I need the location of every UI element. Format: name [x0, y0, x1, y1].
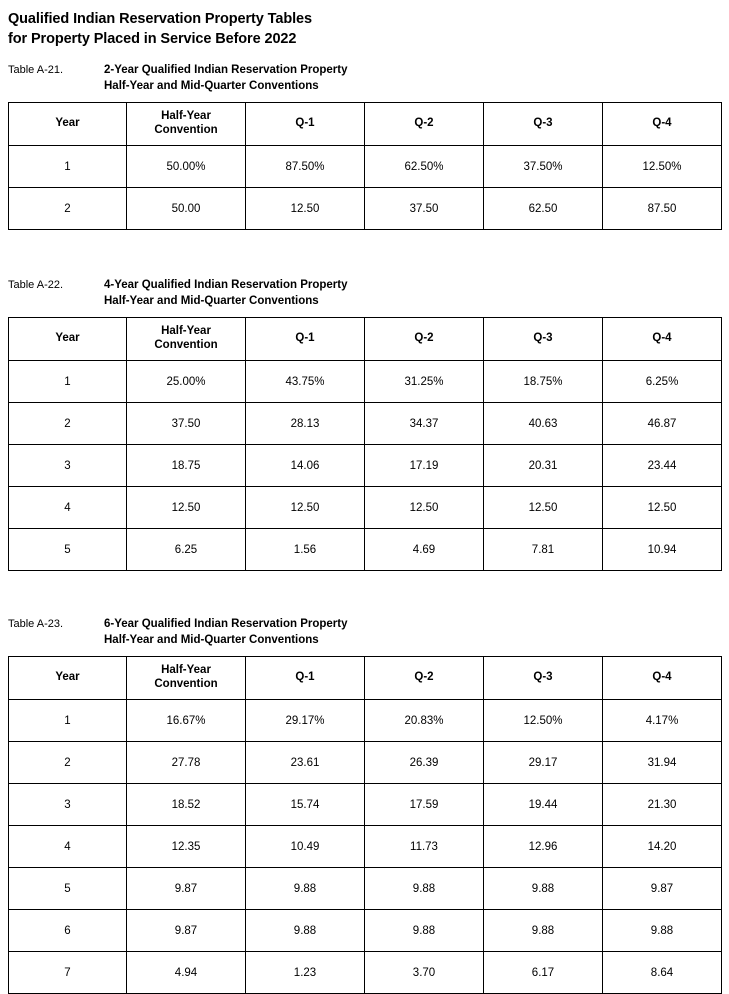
cell-halfyear: 16.67% [127, 700, 246, 742]
cell-q1: 29.17% [246, 700, 365, 742]
col-header-q2: Q-2 [365, 318, 484, 361]
depreciation-table-a22 [8, 317, 722, 571]
table-label-a22: Table A-22. [8, 279, 64, 292]
cell-q2: 31.25% [365, 361, 484, 403]
cell-q1: 87.50% [246, 146, 365, 188]
cell-q1: 14.06 [246, 445, 365, 487]
page-title [8, 10, 721, 49]
col-header-q4: Q-4 [603, 657, 722, 700]
cell-q4: 4.17% [603, 700, 722, 742]
col-header-halfyear-line2: Convention [154, 124, 218, 137]
col-header-halfyear-line2: Convention [154, 678, 218, 691]
table-label-a23: Table A-23. [8, 618, 64, 631]
cell-q2: 3.70 [365, 952, 484, 994]
depreciation-table-a23 [8, 656, 722, 994]
table-title-a21-line2: Half-Year and Mid-Quarter Conventions [104, 79, 319, 92]
cell-q3: 6.17 [484, 952, 603, 994]
cell-q2: 12.50 [365, 487, 484, 529]
cell-q1: 10.49 [246, 826, 365, 868]
page-title-line1: Qualified Indian Reservation Property Tables [8, 11, 312, 27]
cell-q4: 12.50% [603, 146, 722, 188]
cell-year: 3 [9, 445, 127, 487]
cell-q1: 12.50 [246, 188, 365, 230]
cell-q4: 21.30 [603, 784, 722, 826]
cell-q2: 62.50% [365, 146, 484, 188]
table-row [9, 784, 722, 826]
depreciation-table-a21 [8, 102, 722, 230]
cell-q1: 12.50 [246, 487, 365, 529]
cell-q3: 29.17 [484, 742, 603, 784]
cell-q3: 19.44 [484, 784, 603, 826]
section-spacer [8, 252, 721, 278]
table-caption-a23 [8, 617, 721, 648]
cell-q4: 46.87 [603, 403, 722, 445]
table-caption-a22 [8, 278, 721, 309]
cell-q2: 34.37 [365, 403, 484, 445]
cell-q4: 8.64 [603, 952, 722, 994]
cell-q1: 9.88 [246, 868, 365, 910]
cell-q4: 31.94 [603, 742, 722, 784]
table-title-a22 [104, 278, 348, 309]
col-header-q2: Q-2 [365, 103, 484, 146]
table-row [9, 529, 722, 571]
table-block-a23 [8, 617, 721, 994]
cell-halfyear: 25.00% [127, 361, 246, 403]
col-header-q1: Q-1 [246, 657, 365, 700]
cell-q4: 12.50 [603, 487, 722, 529]
col-header-q3: Q-3 [484, 318, 603, 361]
cell-q4: 87.50 [603, 188, 722, 230]
cell-year: 5 [9, 529, 127, 571]
table-title-a22-line1: 4-Year Qualified Indian Reservation Property [104, 279, 348, 292]
cell-q2: 11.73 [365, 826, 484, 868]
cell-q1: 1.56 [246, 529, 365, 571]
cell-halfyear: 37.50 [127, 403, 246, 445]
cell-year: 1 [9, 146, 127, 188]
cell-q3: 12.96 [484, 826, 603, 868]
col-header-halfyear [127, 103, 246, 146]
cell-q1: 28.13 [246, 403, 365, 445]
table-row [9, 868, 722, 910]
table-block-a22 [8, 278, 721, 571]
cell-q4: 14.20 [603, 826, 722, 868]
table-title-a21-line1: 2-Year Qualified Indian Reservation Property [104, 64, 348, 77]
col-header-halfyear [127, 657, 246, 700]
cell-q2: 37.50 [365, 188, 484, 230]
col-header-q1: Q-1 [246, 318, 365, 361]
col-header-halfyear-line2: Convention [154, 339, 218, 352]
cell-halfyear: 50.00% [127, 146, 246, 188]
table-block-a21 [8, 63, 721, 230]
table-row [9, 826, 722, 868]
col-header-q2: Q-2 [365, 657, 484, 700]
cell-q4: 9.87 [603, 868, 722, 910]
table-row [9, 403, 722, 445]
table-row [9, 952, 722, 994]
table-row [9, 742, 722, 784]
cell-q2: 9.88 [365, 868, 484, 910]
cell-q1: 1.23 [246, 952, 365, 994]
col-header-halfyear-line1: Half-Year [161, 664, 211, 677]
col-header-q4: Q-4 [603, 318, 722, 361]
cell-q3: 12.50 [484, 487, 603, 529]
cell-q1: 9.88 [246, 910, 365, 952]
table-row [9, 487, 722, 529]
table-title-a21 [104, 63, 348, 94]
cell-halfyear: 6.25 [127, 529, 246, 571]
cell-year: 2 [9, 742, 127, 784]
table-header-row [9, 657, 722, 700]
cell-halfyear: 12.35 [127, 826, 246, 868]
cell-halfyear: 18.52 [127, 784, 246, 826]
col-header-q1: Q-1 [246, 103, 365, 146]
cell-q4: 6.25% [603, 361, 722, 403]
cell-q4: 23.44 [603, 445, 722, 487]
table-row [9, 700, 722, 742]
table-title-a23-line2: Half-Year and Mid-Quarter Conventions [104, 633, 319, 646]
col-header-year: Year [9, 318, 127, 361]
cell-year: 4 [9, 826, 127, 868]
cell-q4: 10.94 [603, 529, 722, 571]
cell-year: 5 [9, 868, 127, 910]
table-row [9, 146, 722, 188]
section-spacer [8, 593, 721, 617]
cell-halfyear: 9.87 [127, 868, 246, 910]
col-header-halfyear-line1: Half-Year [161, 110, 211, 123]
cell-q3: 20.31 [484, 445, 603, 487]
cell-q1: 15.74 [246, 784, 365, 826]
cell-q1: 23.61 [246, 742, 365, 784]
table-title-a23 [104, 617, 348, 648]
cell-year: 1 [9, 700, 127, 742]
cell-q2: 4.69 [365, 529, 484, 571]
cell-year: 1 [9, 361, 127, 403]
col-header-year: Year [9, 657, 127, 700]
cell-q3: 7.81 [484, 529, 603, 571]
cell-q4: 9.88 [603, 910, 722, 952]
col-header-q3: Q-3 [484, 103, 603, 146]
table-row [9, 910, 722, 952]
table-label-a21: Table A-21. [8, 64, 64, 77]
cell-halfyear: 9.87 [127, 910, 246, 952]
table-header-row [9, 318, 722, 361]
col-header-halfyear [127, 318, 246, 361]
cell-q1: 43.75% [246, 361, 365, 403]
table-caption-a21 [8, 63, 721, 94]
cell-q2: 20.83% [365, 700, 484, 742]
cell-q3: 9.88 [484, 868, 603, 910]
cell-q3: 37.50% [484, 146, 603, 188]
table-title-a22-line2: Half-Year and Mid-Quarter Conventions [104, 294, 319, 307]
cell-q3: 12.50% [484, 700, 603, 742]
cell-year: 3 [9, 784, 127, 826]
cell-year: 2 [9, 188, 127, 230]
cell-q2: 9.88 [365, 910, 484, 952]
table-row [9, 188, 722, 230]
cell-halfyear: 4.94 [127, 952, 246, 994]
cell-q3: 62.50 [484, 188, 603, 230]
cell-year: 7 [9, 952, 127, 994]
table-title-a23-line1: 6-Year Qualified Indian Reservation Property [104, 618, 348, 631]
page-title-line2: for Property Placed in Service Before 2022 [8, 30, 297, 47]
cell-halfyear: 50.00 [127, 188, 246, 230]
cell-q3: 9.88 [484, 910, 603, 952]
cell-q2: 17.59 [365, 784, 484, 826]
col-header-halfyear-line1: Half-Year [161, 325, 211, 338]
cell-year: 2 [9, 403, 127, 445]
cell-halfyear: 12.50 [127, 487, 246, 529]
table-row [9, 361, 722, 403]
cell-halfyear: 27.78 [127, 742, 246, 784]
cell-year: 4 [9, 487, 127, 529]
col-header-q4: Q-4 [603, 103, 722, 146]
cell-q2: 17.19 [365, 445, 484, 487]
col-header-year: Year [9, 103, 127, 146]
table-row [9, 445, 722, 487]
table-header-row [9, 103, 722, 146]
cell-year: 6 [9, 910, 127, 952]
cell-q3: 18.75% [484, 361, 603, 403]
cell-halfyear: 18.75 [127, 445, 246, 487]
cell-q3: 40.63 [484, 403, 603, 445]
col-header-q3: Q-3 [484, 657, 603, 700]
cell-q2: 26.39 [365, 742, 484, 784]
